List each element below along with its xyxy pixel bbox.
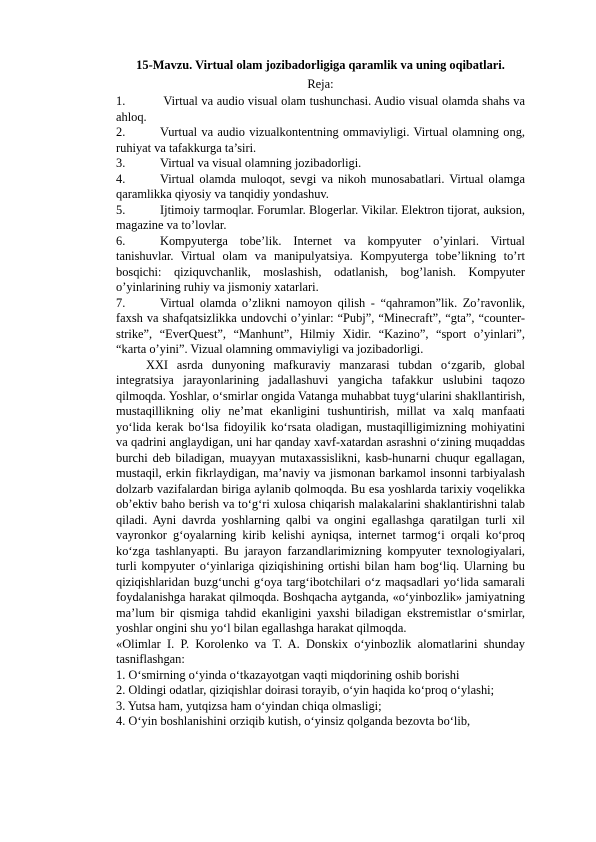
plan-item	[116, 296, 525, 358]
body-paragraph	[116, 358, 525, 637]
plan-item	[116, 94, 525, 125]
plan-list	[116, 94, 525, 358]
plan-item-text: Kompyuterga tobe’lik. Internet va kompyuter o’yinlari. Virtual tanishuvlar. Virtual olam va manipulyatsiya. Kompyuterga tobe’likning to’rt bosqichi: qiziquvchanlik, moslashish, odatlanish, bog’lanish. Kompyuter o’yinlarining ruhiy va jismoniy xatarlari.	[116, 233, 525, 294]
sign-item: 2. Oldingi odatlar, qiziqishlar doirasi torayib, o‘yin haqida ko‘proq o‘ylashi;	[116, 683, 495, 697]
plan-item-number: 3.	[116, 156, 126, 170]
plan-item-number: 2.	[116, 125, 126, 139]
body-paragraph-text: XXI asrda dunyoning mafkuraviy manzarasi tubdan o‘zgarib, global integratsiya jarayonlarining jadallashuvi yangicha tafakkur uslubini taqozo qilmoqda. Yoshlar, o‘smirlar ongida Vatanga muhabbat tuyg‘ularini shakllantirish, mustaqillikning oliy ne’mat ekanligini tushuntirish, millat va xalq manfaati yo‘lida kerak bo‘lsa fidoyilik ko‘rsata oladigan, mustaqilligimizning mohiyatini va qadrini anglaydigan, uni har qanday xavf-xatardan asrashni o‘zining muqaddas burchi deb biladigan, muayyan mutaxassislikni, kasb-hunarni chuqur egallagan, mustaqil, erkin fikrlaydigan, ma’naviy va jismonan barkamol insonni tarbiyalash dolzarb vazifalardan biriga aylanib qolmoqda. Bu esa yoshlarda tarixiy voqelikka ob’ektiv baho berish va to‘g‘ri xulosa chiqarish malakalarini shaklantirishni talab qiladi. Ayni davrda yoshlarning qalbi va ongini egallashga qaratilgan turli xil vayronkor g‘oyalarning kirib kelishi ayniqsa, internet tarmog‘i orqali ko‘proq ko‘zga tashlanyapti. Bu jarayon farzandlarimizning kompyuter texnologiyalari, turli kompyuter o‘yinlariga qiziqishining ortishi bilan ham bog‘liq. Ularning bu qiziqishlaridan buzg‘unchi g‘oya targ‘ibotchilari o‘z maqsadlari yo‘lida samarali foydalanishga harakat qilmoqda. Boshqacha aytganda, «o‘yinbozlik» jamiyatning ma’lum bir qismiga tahdid ekanligini yaxshi biladigan ekstremistlar o‘smirlar, yoshlar ongini shu yo‘l bilan egallashga harakat qilmoqda.	[116, 357, 525, 635]
document-page	[116, 58, 525, 730]
plan-item-text: Vurtual va audio vizualkontentning ommaviyligi. Virtual olamning ong, ruhiyat va tafakkurga ta’siri.	[116, 125, 525, 155]
quote-intro: «Olimlar I. P. Korolenko va T. A. Donskix o‘yinbozlik alomatlarini shunday tasniflashgan:	[116, 636, 525, 666]
sign-item: 1. O‘smirning o‘yinda o‘tkazayotgan vaqti miqdorining oshib borishi	[116, 667, 460, 682]
plan-item	[116, 125, 525, 156]
sign-item: 4. O‘yin boshlanishini orziqib kutish, o‘yinsiz qolganda bezovta bo‘lib,	[116, 714, 471, 728]
plan-item-number: 7.	[116, 295, 126, 310]
plan-item-text: Virtual olamda muloqot, sevgi va nikoh munosabatlari. Virtual olamga qaramlikka qiyosiy va tanqidiy yondashuv.	[116, 171, 525, 201]
plan-item-text: Virtual va audio visual olam tushunchasi. Audio visual olamda shahs va ahloq.	[116, 94, 525, 124]
plan-item-text: Ijtimoiy tarmoqlar. Forumlar. Blogerlar. Vikilar. Elektron tijorat, auksion, magazine va to’lovlar.	[116, 202, 525, 232]
plan-item	[116, 172, 525, 203]
plan-item-text: Virtual va visual olamning jozibadorligi.	[160, 156, 362, 170]
plan-item	[116, 156, 525, 172]
plan-heading: Reja:	[307, 76, 334, 91]
plan-item	[116, 203, 525, 234]
sign-item: 3. Yutsa ham, yutqizsa ham o‘yindan chiqa olmasligi;	[116, 698, 382, 713]
plan-item-number: 1.	[116, 94, 126, 108]
plan-item-number: 4.	[116, 171, 126, 186]
plan-item-number: 5.	[116, 202, 126, 217]
plan-item-number: 6.	[116, 233, 126, 248]
page-title: 15-Mavzu. Virtual olam jozibadorligiga qaramlik va uning oqibatlari.	[136, 58, 505, 72]
plan-item	[116, 234, 525, 296]
plan-item-text: Virtual olamda o’zlikni namoyon qilish - “qahramon”lik. Zo’ravonlik, faxsh va shafqatsizlikka undovchi o’yinlar: “Pubj”, “Minecraft”, “gta”, “counter-strike”, “EverQuest”, “Manhunt”, Hilmiy Xidir. “Kazino”, “sport o’yinlari”, “karta o’yini”. Vizual olamning ommaviyligi va jozibadorligi.	[116, 295, 525, 356]
